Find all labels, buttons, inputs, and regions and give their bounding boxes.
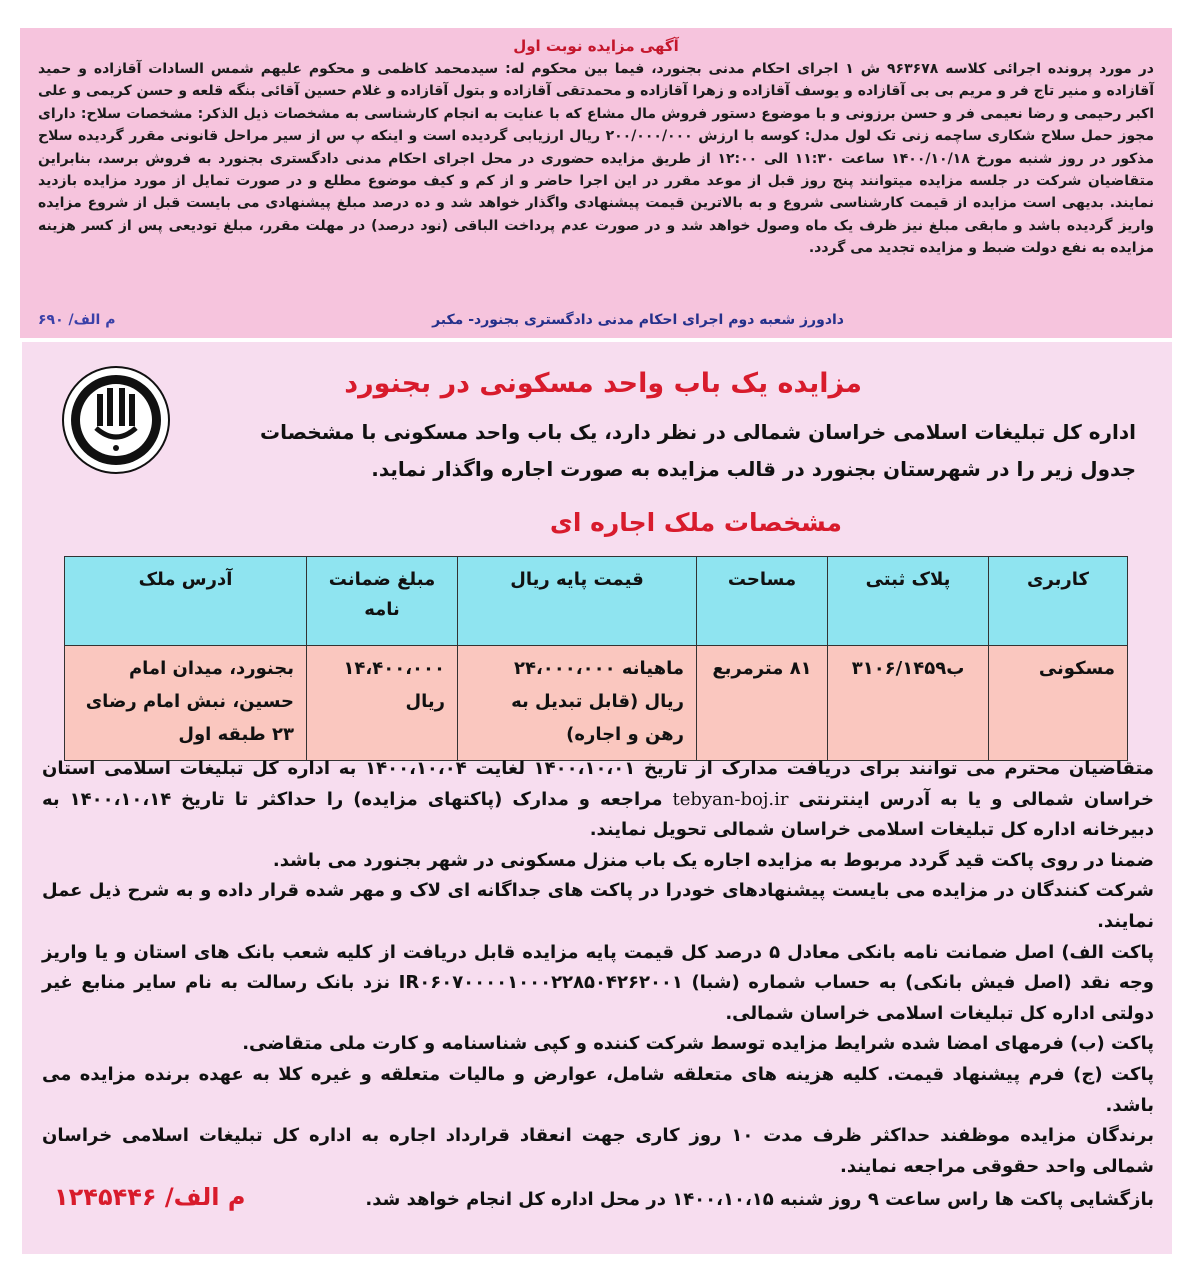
table-header-row — [65, 557, 1128, 646]
notice1-footer — [20, 312, 1172, 328]
paragraph-envelope-note: ضمنا در روی پاکت قید گردد مربوط به مزایده اجاره یک باب منزل مسکونی در شهر بجنورد می باشد. — [272, 849, 1154, 871]
paragraph-winners: برندگان مزایده موظفند حداکثر ظرف مدت ۱۰ روز کاری جهت انعقاد قرارداد اجاره به اداره کل تبلیغات اسلامی خراسان شمالی واحد حقوقی مراجعه نمایند. — [42, 1125, 1154, 1177]
islamic-propagation-logo — [60, 364, 172, 476]
paragraph-envelope-a: پاکت الف) اصل ضمانت نامه بانکی معادل ۵ درصد کل قیمت پایه مزایده قابل دریافت از کلیه شعب بانک های استان و یا واریز وجه نقد (اصل فیش بانکی) به حساب شماره (شبا) IR۰۶۰۷۰۰۰۰۱۰۰۰۲۲۸۵۰۴۲۶۲۰۰۱ نزد بانک رسالت به نام سایر منابع غیر دولتی اداره کل تبلیغات اسلامی خراسان شمالی. — [42, 941, 1154, 1024]
notice1-code: م الف/ ۶۹۰ — [38, 312, 116, 328]
property-specs-heading: مشخصات ملک اجاره ای — [549, 508, 842, 537]
notice1-title: آگهی مزایده نوبت اول — [513, 37, 679, 55]
website-link[interactable]: tebyan-boj.ir — [672, 788, 789, 810]
cell-address: بجنورد، میدان امام حسین، نبش امام رضای ۲۳ طبقه اول — [65, 646, 307, 761]
header-guarantee-amount: مبلغ ضمانت نامه — [307, 557, 458, 646]
cell-base-price: ماهیانه ۲۴،۰۰۰،۰۰۰ ریال (قابل تبدیل به رهن و اجاره) — [458, 646, 697, 761]
notice2-code: م الف/ ۱۲۴۵۴۴۶ — [54, 1183, 246, 1212]
auction-notice-residential — [22, 342, 1172, 1254]
property-specs-table — [64, 556, 1128, 761]
iban-number: IR۰۶۰۷۰۰۰۰۱۰۰۰۲۲۸۵۰۴۲۶۲۰۰۱ — [398, 972, 683, 994]
cell-registry-plate: ب۳۱۰۶/۱۴۵۹ — [828, 646, 989, 761]
notice2-title: مزایده یک باب واحد مسکونی در بجنورد — [344, 368, 862, 399]
table-row — [65, 646, 1128, 761]
paragraph-envelope-b: پاکت (ب) فرمهای امضا شده شرایط مزایده توسط شرکت کننده و کپی شناسنامه و کارت ملی متقاضی. — [242, 1033, 1154, 1055]
header-address: آدرس ملک — [65, 557, 307, 646]
header-usage: کاربری — [989, 557, 1128, 646]
header-registry-plate: پلاک ثبتی — [828, 557, 989, 646]
notice2-body — [42, 754, 1154, 1216]
paragraph-documents: متقاضیان محترم می توانند برای دریافت مدارک از تاریخ ۱۴۰۰،۱۰،۰۱ لغایت ۱۴۰۰،۱۰،۰۴ به اداره کل تبلیغات اسلامی استان خراسان شمالی و یا به آدرس اینترنتی tebyan-boj.ir مراجعه و مدارک (پاکتهای مزایده) را حداکثر تا تاریخ ۱۴۰۰،۱۰،۱۴ به دبیرخانه اداره کل تبلیغات اسلامی خراسان شمالی تحویل نمایند. — [42, 758, 1154, 841]
paragraph-participants: شرکت کنندگان در مزایده می بایست پیشنهادهای خودرا در پاکت های جداگانه ای لاک و مهر شده قرار داده و به شرح ذیل عمل نمایند. — [42, 880, 1154, 932]
notice1-body: در مورد پرونده اجرائی کلاسه ۹۶۳۶۷۸ ش ۱ اجرای احکام مدنی بجنورد، فیما بین محکوم له: سیدمحمد کاظمی و محکوم علیهم شمس السادات آقازاده و حمید آقازاده و منیر تاج فر و مریم بی بی آقازاده و یوسف آقازاده و زهرا آقازاده و محمدتقی آقازاده و بتول آقازاده و غلام حسین آقائی بنگه قلعه و حسن کریمی و علی اکبر رحیمی و رضا نعیمی فر و حسن برزونی و با موضوع دستور فروش مال مشاع که با عنایت به انجام کارشناسی به مشخصات ذیل الذکر: مشخصات سلاح: دارای مجوز حمل سلاح شکاری ساچمه زنی تک لول مدل: کوسه با ارزش ۲۰۰/۰۰۰/۰۰۰ ریال ارزیابی گردیده است و اینکه پ س از سیر مراحل قانونی مقرر گردیده سلاح مذکور در روز شنبه مورخ ۱۴۰۰/۱۰/۱۸ ساعت ۱۱:۳۰ الی ۱۲:۰۰ از طریق مزایده حضوری در محل اجرای احکام مدنی دادگستری بجنورد به فروش برسد، بنابراین متقاضیان شرکت در جلسه مزایده میتوانند پنج روز قبل از موعد مقرر در این اجرا حاضر و از کم و کیف موضوع مطلع و در صورت تمایل از مورد مزایده بازدید نمایند. بدیهی است مزایده از قیمت کارشناسی شروع و به بالاترین قیمت پیشنهادی واگذار خواهد شد و ده درصد مبلغ پیشنهادی می بایست قبل از شروع مزایده واریز گردیده باشد و مابقی مبلغ نیز ظرف یک ماه وصول خواهد شد و در صورت عدم پرداخت الباقی (نود درصد) در مهلت مقرر، مبلغ تودیعی پس از کسر هزینه مزایده به نفع دولت ضبط و مزایده تجدید می گردد. — [38, 61, 1155, 257]
auction-notice-first — [20, 28, 1172, 338]
notice2-intro: اداره کل تبلیغات اسلامی خراسان شمالی در نظر دارد، یک باب واحد مسکونی با مشخصات جدول زیر را در شهرستان بجنورد در قالب مزایده به صورت اجاره واگذار نماید. — [260, 420, 1136, 481]
header-base-price: قیمت پایه ریال — [458, 557, 697, 646]
paragraph-opening: بازگشایی پاکت ها راس ساعت ۹ روز شنبه ۱۴۰۰،۱۰،۱۵ در محل اداره کل انجام خواهد شد. م الف/ ۱۲۴۵۴۴۶ — [54, 1183, 1154, 1212]
paragraph-envelope-c: پاکت (ج) فرم پیشنهاد قیمت. کلیه هزینه های متعلقه شامل، عوارض و مالیات متعلقه و غیره کلا به عهده برنده مزایده می باشد. — [42, 1063, 1154, 1116]
cell-guarantee-amount: ۱۴،۴۰۰،۰۰۰ ریال — [307, 646, 458, 761]
notice1-signature: دادورز شعبه دوم اجرای احکام مدنی دادگستری بجنورد- مکبر — [432, 312, 844, 328]
cell-area: ۸۱ مترمربع — [697, 646, 828, 761]
cell-usage: مسکونی — [989, 646, 1128, 761]
header-area: مساحت — [697, 557, 828, 646]
